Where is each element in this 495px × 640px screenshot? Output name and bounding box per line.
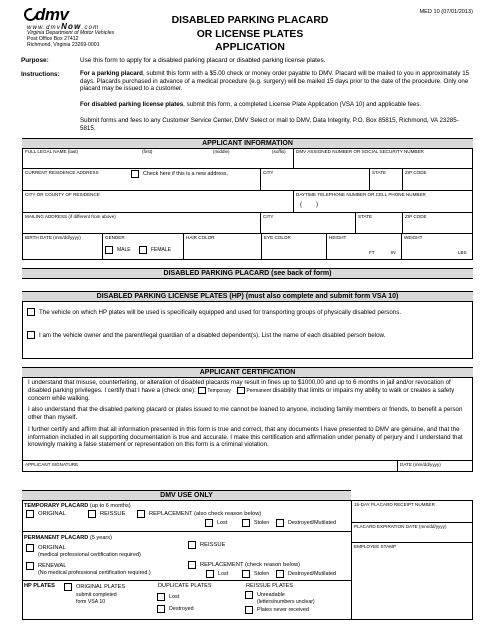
perm-replacement-option (188, 561, 300, 569)
never-received-checkbox[interactable] (245, 606, 253, 614)
po-box: Post Office Box 27412 (27, 36, 79, 42)
signature-label: APPLICANT SIGNATURE (25, 462, 79, 467)
dmv-use-heading: DMV USE ONLY (22, 490, 351, 501)
city-field[interactable] (261, 179, 368, 189)
perm-replacement-label: REPLACEMENT (check reason below) (200, 562, 301, 568)
instructions-submit: Submit forms and fees to any Customer Service Center, DMV Select or mail to DMV, Data Integrity, P.O. Box 85815, Richmond, VA 23285-5815. (80, 117, 459, 132)
city-label: CITY (263, 170, 274, 175)
dup-lost-option (157, 593, 179, 601)
full-legal-name-label: FULL LEGAL NAME (last) (25, 149, 79, 154)
perm-placard-label: PERMANENT PLACARD (24, 535, 89, 541)
perm-lost-label: Lost (218, 571, 229, 577)
height-label: HEIGHT (329, 235, 347, 240)
temp-lost-option (205, 519, 227, 527)
zip-label: ZIP CODE (405, 170, 427, 175)
perm-original-label: ORIGINAL (38, 545, 66, 551)
dup-lost-label: Lost (169, 594, 180, 600)
perm-stolen-label: Stolen (254, 571, 270, 577)
state2-label: STATE (358, 214, 373, 219)
middle-name-label: (middle) (213, 149, 230, 154)
employee-stamp-label: EMPLOYEE STAMP (354, 544, 397, 549)
temporary-checkbox[interactable] (198, 387, 206, 394)
disabled-persons-field[interactable] (40, 342, 470, 357)
certification-heading: APPLICANT CERTIFICATION (22, 367, 473, 378)
plates-option-1-checkbox[interactable] (27, 308, 35, 316)
perm-original-option (26, 544, 66, 552)
state-label: STATE (372, 170, 387, 175)
birth-date-field[interactable] (23, 243, 101, 259)
temp-stolen-checkbox[interactable] (242, 519, 250, 527)
title-line-3: APPLICATION (215, 42, 285, 53)
first-name-label: (first) (142, 149, 153, 154)
temp-reissue-checkbox[interactable] (88, 510, 96, 518)
perm-stolen-checkbox[interactable] (242, 570, 250, 578)
temp-placard-note: (up to 6 months) (89, 503, 131, 509)
zip-field[interactable] (403, 179, 472, 189)
phone-label: DAYTIME TELEPHONE NUMBER OR CELL PHONE NUMBER (296, 192, 426, 197)
suffix-label: (suffix) (272, 149, 286, 154)
temp-destroyed-checkbox[interactable] (276, 519, 284, 527)
orig-plates-option (64, 583, 125, 591)
temp-lost-label: Lost (217, 520, 228, 526)
purpose-label: Purpose: (21, 57, 49, 64)
permanent-checkbox[interactable] (237, 387, 245, 394)
instructions-placard-text: , submit this form with a $5.00 check or money order payable to DMV. Placard will be mailed to you in approximately 15 days. Placards purchased in advance of a medical procedure (e.g. surgery) will be mailed 15 days prior to the date of the procedure. Only one placard may be issued to a customer. (80, 70, 470, 93)
unreadable-note: (letters/numbers unclear) (257, 599, 315, 605)
state2-field[interactable] (356, 222, 401, 232)
orig-plates-label: ORIGINAL PLATES (76, 584, 126, 590)
zip2-field[interactable] (403, 222, 472, 232)
temp-original-label: ORIGINAL (38, 511, 66, 517)
temp-original-checkbox[interactable] (26, 510, 34, 518)
orig-plates-note-2: form VSA 10 (76, 599, 106, 605)
dup-destroyed-label: Destroyed (169, 606, 194, 612)
renewal-checkbox[interactable] (26, 562, 34, 570)
weight-field[interactable] (402, 243, 472, 259)
instructions-plates-bold: For disabled parking license plates (80, 101, 184, 108)
male-label: MALE (117, 247, 131, 253)
temp-stolen-option (242, 519, 269, 527)
renewal-label: RENEWAL (38, 563, 67, 569)
perm-destroyed-option (276, 570, 336, 578)
male-checkbox[interactable] (105, 246, 113, 254)
instructions-plates (80, 101, 472, 109)
city-address: Richmond, Virginia 23269-0001 (27, 42, 100, 48)
dup-lost-checkbox[interactable] (157, 593, 165, 601)
new-address-checkbox[interactable] (131, 170, 139, 178)
current-address-label: CURRENT RESIDENCE ADDRESS (25, 170, 99, 175)
orig-plates-note-1: submit completed (76, 592, 117, 598)
eye-color-field[interactable] (262, 243, 325, 259)
temp-replacement-checkbox[interactable] (137, 510, 145, 518)
form-title (170, 14, 330, 55)
perm-placard-note: (5 years) (89, 535, 112, 541)
dmv-url-prefix: www.dmv (27, 25, 62, 31)
plates-option-1 (27, 308, 401, 316)
applicant-info-heading: APPLICANT INFORMATION (22, 138, 473, 149)
temporary-label: Temporary (207, 387, 231, 394)
signature-field[interactable] (100, 461, 395, 471)
department-name: Virginia Department of Motor Vehicles (27, 30, 115, 36)
dmv-number-field[interactable] (294, 156, 472, 167)
dup-destroyed-checkbox[interactable] (157, 605, 165, 613)
unreadable-option (245, 591, 285, 599)
county-field[interactable] (23, 200, 292, 211)
unreadable-label: Unreadable (257, 592, 285, 598)
new-address-check-label: Check here if this is a new address. (143, 171, 229, 177)
plates-option-1-label: The vehicle on which HP plates will be used is specifically equipped and used for transporting groups of physically disabled persons. (39, 308, 402, 316)
hair-color-label: HAIR COLOR (186, 235, 215, 240)
temp-reissue-option (88, 510, 125, 518)
mailing-address-field[interactable] (23, 222, 259, 232)
eye-color-label: EYE COLOR (264, 235, 291, 240)
perm-reissue-label: REISSUE (200, 542, 226, 548)
dmv-url-suffix: .com (81, 25, 100, 31)
dup-destroyed-option (157, 605, 194, 613)
perm-lost-checkbox[interactable] (206, 570, 214, 578)
temp-lost-checkbox[interactable] (205, 519, 213, 527)
never-received-label: Plates never received (257, 607, 309, 613)
temp-original-option (26, 510, 66, 518)
title-line-2: OR LICENSE PLATES (196, 28, 304, 40)
date-field[interactable] (436, 461, 472, 471)
temp-stolen-label: Stolen (254, 520, 270, 526)
dmv-number-label: DMV ASSIGNED NUMBER OR SOCIAL SECURITY NUMBER (296, 149, 424, 154)
temp-placard-title (24, 503, 131, 509)
county-label: CITY OR COUNTY OF RESIDENCE (25, 192, 100, 197)
weight-lbs-label: LBS (458, 250, 467, 255)
perm-destroyed-label: Destroyed/Mutilated (288, 571, 336, 577)
dup-plates-label: DUPLICATE PLATES (158, 583, 212, 589)
phone-paren-open: ( (300, 202, 302, 208)
male-option (105, 246, 131, 254)
state-field[interactable] (370, 179, 401, 189)
full-legal-name-field[interactable] (23, 156, 292, 167)
perm-placard-title (24, 535, 112, 541)
date-label: DATE (mm/dd/yyyy) (400, 462, 441, 467)
renewal-note: (No medical professional certification required.) (38, 570, 151, 576)
female-label: FEMALE (151, 247, 172, 253)
perm-original-note: (medical professional certification required) (38, 552, 141, 558)
phone-field[interactable] (320, 200, 472, 211)
placard-heading: DISABLED PARKING PLACARD (see back of form) (22, 268, 473, 279)
female-checkbox[interactable] (139, 246, 147, 254)
perm-stolen-option (242, 570, 269, 578)
phone-paren-close: ) (316, 202, 318, 208)
perm-destroyed-checkbox[interactable] (276, 570, 284, 578)
cert-para-1-a: I understand that misuse, counterfeiting, or alteration of disabled placards may result in fines up to $1000.00 and up to 6 months in jail and/or revocation of disabled parking privileges. I certify that I have a (check one): (28, 379, 451, 394)
perm-original-checkbox[interactable] (26, 544, 34, 552)
orig-plates-checkbox[interactable] (64, 583, 72, 591)
temp-replacement-label: REPLACEMENT (also check reason below) (149, 511, 262, 517)
temp-placard-label: TEMPORARY PLACARD (24, 503, 89, 509)
instructions-label: Instructions: (21, 71, 60, 78)
perm-replacement-checkbox[interactable] (188, 561, 196, 569)
temp-replacement-option (137, 510, 261, 518)
height-ft-label: FT (369, 250, 375, 255)
plates-option-2-checkbox[interactable] (27, 331, 35, 339)
mailing-address-label: MAILING ADDRESS (if different from above) (25, 214, 116, 219)
dmv-logo-text: dmv (35, 5, 69, 24)
unreadable-checkbox[interactable] (245, 591, 253, 599)
instructions-placard (80, 70, 472, 93)
permanent-label: Permanent (246, 387, 271, 394)
reissue-plates-label: REISSUE PLATES (246, 583, 294, 589)
temp-destroyed-option (276, 519, 336, 527)
certification-para-3: I further certify and affirm that all information presented in this form is true and correct, that any documents I have presented to DMV are genuine, and that the information included in all supporting documentation is true and accurate. I make this certification and affirmation under penalty of perjury and I understand that knowingly making a false statement or representation on this form is a criminal violation. (28, 426, 463, 449)
female-option (139, 246, 171, 254)
perm-lost-option (206, 570, 228, 578)
dmv-url-now: Now (61, 22, 82, 31)
hp-plates-label: HP PLATES (24, 583, 55, 589)
birth-date-label: BIRTH DATE (mm/dd/yyyy) (25, 235, 81, 240)
height-in-label: IN (391, 250, 396, 255)
purpose-text: Use this form to apply for a disabled parking placard or disabled parking license plates. (80, 57, 326, 64)
height-field[interactable] (327, 243, 400, 259)
new-address-check-group (131, 170, 228, 178)
hair-color-field[interactable] (184, 243, 260, 259)
city2-label: CITY (263, 214, 274, 219)
cert-para-1-b: disability that limits or impairs my ability to walk or creates a safety concern while walking. (28, 386, 455, 403)
never-received-option (245, 606, 309, 614)
plates-heading: DISABLED PARKING LICENSE PLATES (HP) (must also complete and submit form VSA 10) (22, 291, 473, 302)
form-number: MED 10 (07/01/2013) (419, 9, 473, 15)
instructions-placard-bold: For a parking placard (80, 70, 143, 77)
perm-reissue-checkbox[interactable] (188, 541, 196, 549)
receipt-number-label: 15-DAY PLACARD RECEIPT NUMBER (354, 502, 435, 507)
temp-reissue-label: REISSUE (100, 511, 126, 517)
plates-option-2-label: I am the vehicle owner and the parent/legal guardian of a disabled dependent(s). List the name of each disabled person below. (39, 331, 386, 339)
certification-para-1 (28, 379, 470, 403)
perm-reissue-option (188, 541, 225, 549)
dmv-logo (24, 5, 144, 60)
city2-field[interactable] (261, 222, 354, 232)
temp-destroyed-label: Destroyed/Mutilated (288, 520, 336, 526)
weight-label: WEIGHT (404, 235, 423, 240)
expiration-date-label: PLACARD EXPIRATION DATE (mm/dd/yyyy) (354, 524, 447, 529)
title-line-1: DISABLED PARKING PLACARD (171, 15, 329, 26)
plates-option-2 (27, 331, 385, 339)
gender-label: GENDER (105, 235, 125, 240)
zip2-label: ZIP CODE (405, 214, 427, 219)
renewal-option (26, 562, 66, 570)
certification-para-2: I also understand that the disabled parking placard or plates issued to me cannot be loaned to anyone, including family members or friends, to benefit a person other than myself. (28, 406, 463, 421)
instructions-plates-text: , submit this form, a completed License Plate Application (VSA 10) and applicable fees. (183, 101, 422, 108)
current-address-field[interactable] (23, 179, 259, 189)
